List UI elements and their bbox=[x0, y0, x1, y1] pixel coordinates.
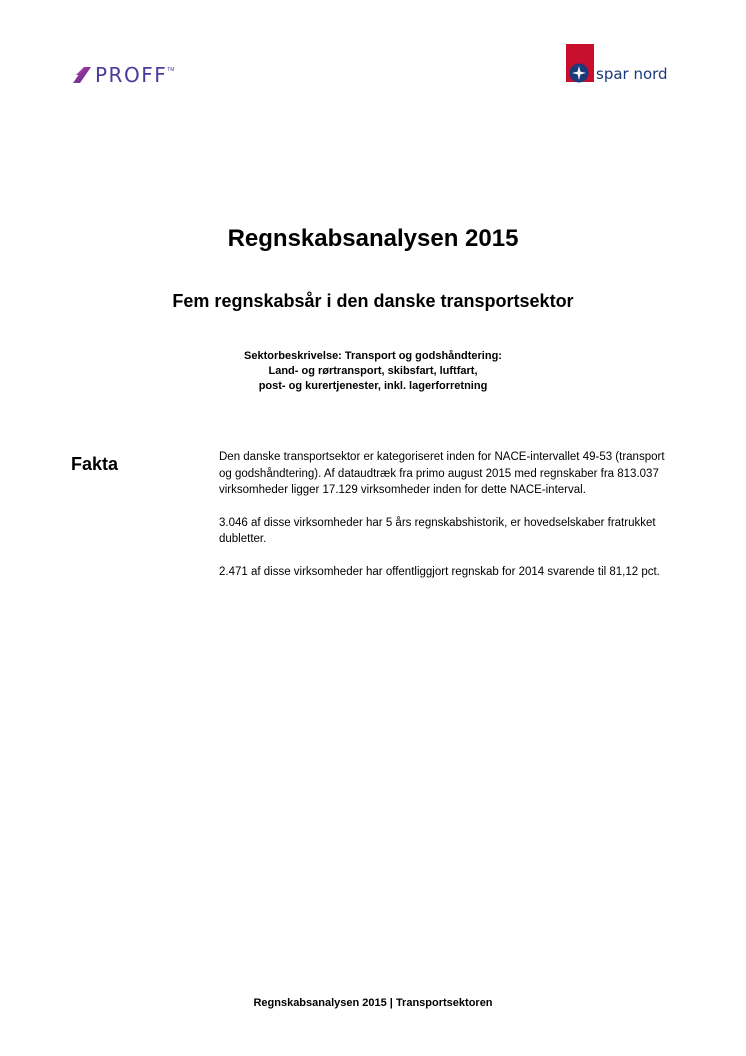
spar-nord-logo-text: spar nord bbox=[596, 65, 668, 83]
proff-trademark: TM bbox=[167, 67, 175, 73]
page-subtitle: Fem regnskabsår i den danske transportsektor bbox=[172, 291, 574, 311]
proff-logo bbox=[72, 64, 174, 86]
proff-logo-icon bbox=[72, 65, 92, 85]
page-title: Regnskabsanalysen 2015 bbox=[227, 225, 519, 252]
sector-description bbox=[0, 349, 746, 394]
proff-logo-text: PROFF bbox=[95, 63, 168, 87]
fakta-paragraph-2: 3.046 af disse virksomheder har 5 års regnskabshistorik, er hovedselskaber fratrukket dubletter. bbox=[219, 516, 656, 545]
sector-line-2: Land- og rørtransport, skibsfart, luftfart, bbox=[268, 365, 478, 377]
spar-nord-star-icon bbox=[568, 62, 590, 84]
fakta-heading: Fakta bbox=[71, 454, 119, 474]
sector-line-1: Sektorbeskrivelse: Transport og godshåndtering: bbox=[244, 350, 502, 362]
fakta-paragraph-3: 2.471 af disse virksomheder har offentliggjort regnskab for 2014 svarende til 81,12 pct. bbox=[219, 565, 660, 578]
spar-nord-logo bbox=[566, 44, 678, 84]
fakta-paragraph-1: Den danske transportsektor er kategoriseret inden for NACE-intervallet 49-53 (transport og godshåndtering). Af dataudtræk fra primo august 2015 med regnskaber fra 813.037 virksomheder ligger 17.129 virksomheder inden for dette NACE-interval. bbox=[219, 451, 665, 496]
sector-line-3: post- og kurertjenester, inkl. lagerforretning bbox=[258, 380, 488, 392]
page-footer: Regnskabsanalysen 2015 | Transportsektoren bbox=[253, 997, 493, 1009]
fakta-body bbox=[219, 449, 669, 596]
